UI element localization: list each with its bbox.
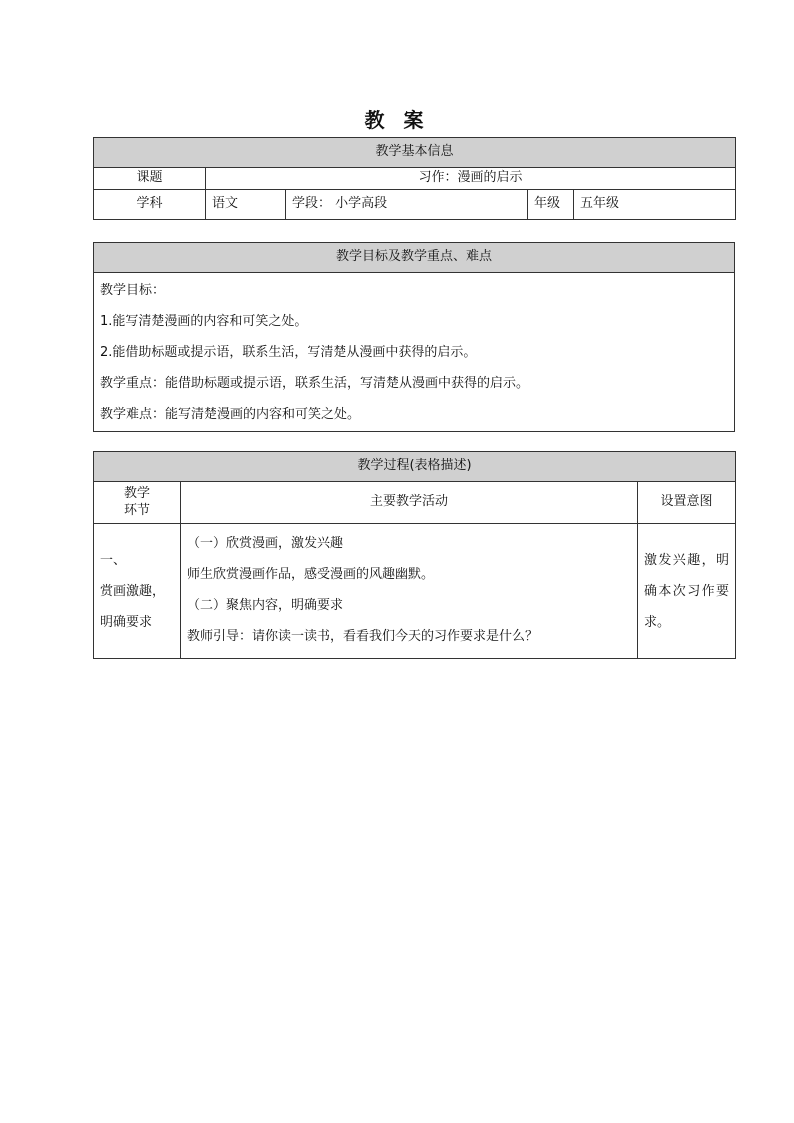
process-table <box>93 451 736 659</box>
col-intent-header: 设置意图 <box>638 482 736 524</box>
objectives-header: 教学目标及教学重点、难点 <box>94 243 735 273</box>
grade-label: 年级 <box>528 190 574 220</box>
objectives-line: 1.能写清楚漫画的内容和可笑之处。 <box>100 314 308 329</box>
activity-line: （一）欣赏漫画，激发兴趣 <box>187 536 344 551</box>
grade-value: 五年级 <box>574 190 736 220</box>
objectives-line: 教学目标： <box>100 283 166 298</box>
process-header: 教学过程(表格描述) <box>94 452 736 482</box>
difficulty-line: 教学难点：能写清楚漫画的内容和可笑之处。 <box>100 407 361 422</box>
stage-value: 小学高段 <box>335 196 388 212</box>
activity-cell <box>181 524 638 659</box>
intent-text: 激发兴趣，明确本次习作要求。 <box>644 552 730 630</box>
stage-cell <box>94 524 181 659</box>
col-stage-line-1: 教学 <box>123 486 150 502</box>
table-row <box>94 524 736 659</box>
objectives-line: 2.能借助标题或提示语，联系生活，写清楚从漫画中获得的启示。 <box>100 345 477 360</box>
stage-text: 明确要求 <box>100 614 153 630</box>
basic-info-header: 教学基本信息 <box>94 138 736 168</box>
activity-line: 师生欣赏漫画作品，感受漫画的风趣幽默。 <box>187 567 435 582</box>
objectives-content <box>94 273 735 432</box>
topic-label: 课题 <box>94 168 206 190</box>
basic-info-table <box>93 137 736 220</box>
intent-cell <box>638 524 736 659</box>
stage-cell <box>286 190 528 220</box>
stage-text: 一、 <box>100 552 127 568</box>
col-stage-line-2: 环节 <box>123 502 150 518</box>
stage-label: 学段： <box>292 196 332 212</box>
stage-text: 赏画激趣， <box>100 583 166 599</box>
key-point-line: 教学重点：能借助标题或提示语，联系生活，写清楚从漫画中获得的启示。 <box>100 376 530 391</box>
subject-value: 语文 <box>206 190 286 220</box>
topic-value: 习作：漫画的启示 <box>206 168 736 190</box>
activity-line: （二）聚焦内容，明确要求 <box>187 598 344 613</box>
objectives-table <box>93 242 735 432</box>
activity-line: 教师引导：请你读一读书，看看我们今天的习作要求是什么？ <box>187 629 539 644</box>
col-stage-header <box>94 482 181 524</box>
subject-label: 学科 <box>94 190 206 220</box>
document-title: 教 案 <box>364 108 430 132</box>
col-activity-header: 主要教学活动 <box>181 482 638 524</box>
